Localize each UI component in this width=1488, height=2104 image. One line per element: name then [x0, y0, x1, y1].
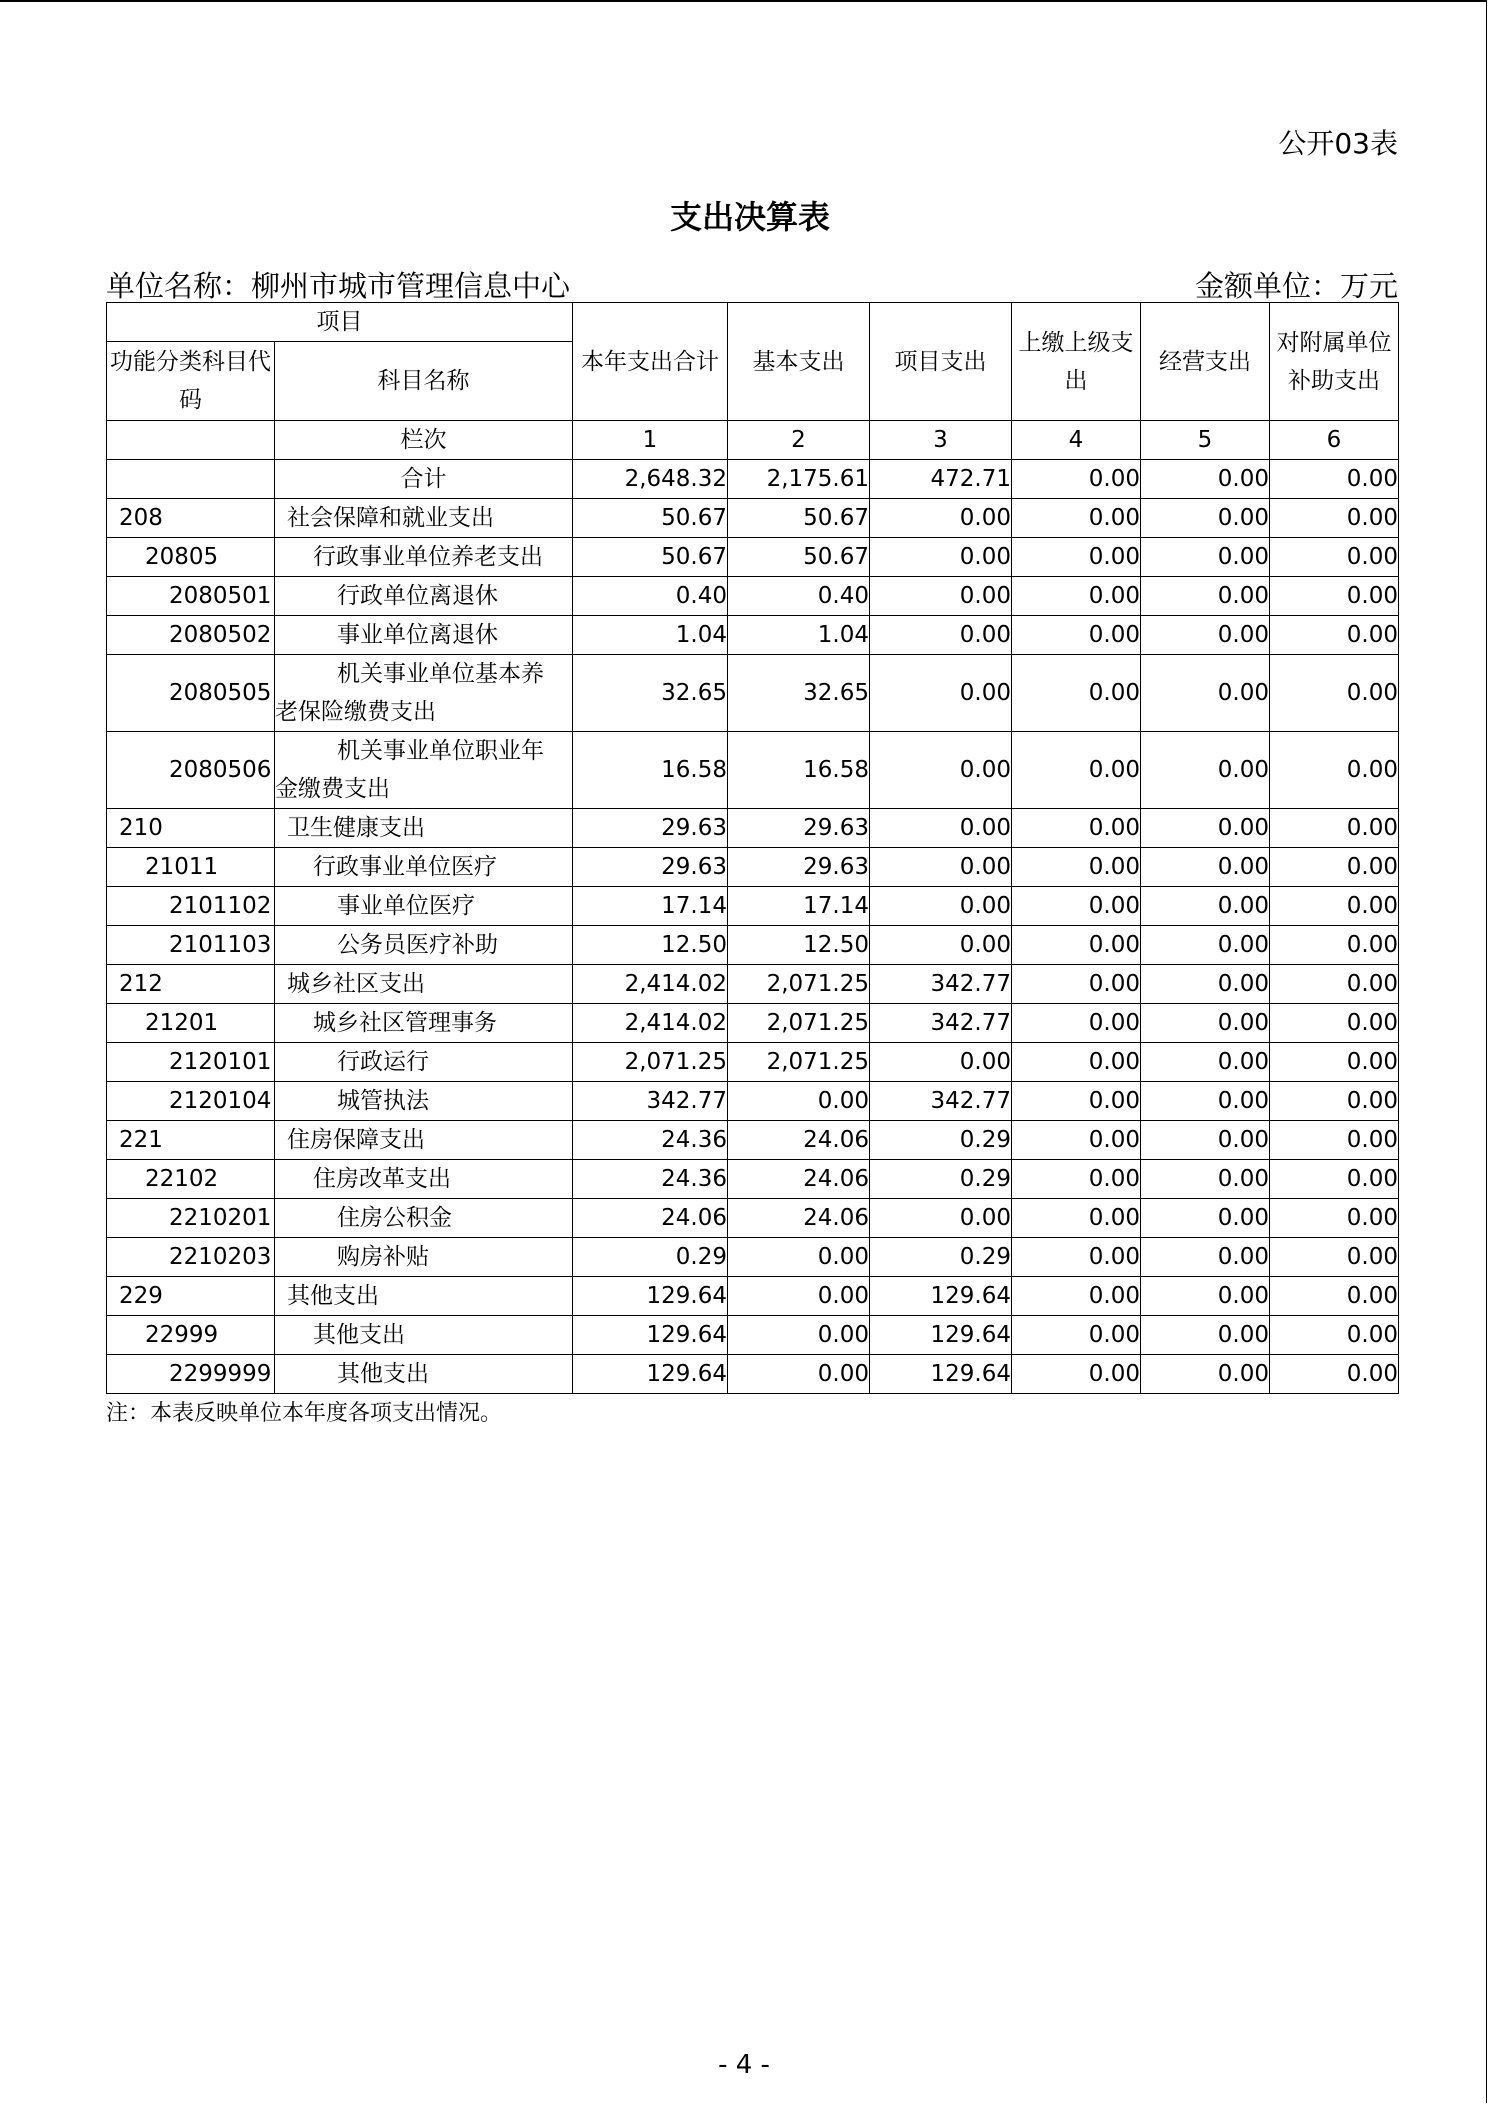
subject-name-line1: 机关事业单位基本养: [337, 661, 544, 687]
amount-cell: 0.00: [1270, 1199, 1399, 1238]
page-title: 支出决算表: [669, 198, 830, 236]
table-row: [107, 616, 1399, 655]
subject-name: [275, 732, 573, 809]
amount-cell: 129.64: [870, 1355, 1012, 1394]
total-value: 0.00: [1012, 460, 1141, 499]
table-row: [107, 1121, 1399, 1160]
header-col-label: 栏次: [275, 421, 573, 460]
amount-cell: 29.63: [728, 848, 870, 887]
table-row: [107, 848, 1399, 887]
table-row: [107, 1199, 1399, 1238]
amount-cell: 0.00: [1141, 655, 1270, 732]
subject-name: 行政事业单位养老支出: [275, 538, 573, 577]
header-business: 经营支出: [1141, 303, 1270, 421]
header-project-exp: 项目支出: [870, 303, 1012, 421]
amount-cell: 32.65: [573, 655, 728, 732]
subject-name: 卫生健康支出: [275, 809, 573, 848]
amount-cell: 0.00: [1270, 1043, 1399, 1082]
subject-code: 20805: [107, 538, 275, 577]
amount-cell: 0.00: [1270, 965, 1399, 1004]
amount-cell: 0.00: [1270, 1355, 1399, 1394]
amount-cell: 2,071.25: [728, 965, 870, 1004]
subject-name: 住房公积金: [275, 1199, 573, 1238]
subject-code: 2210201: [107, 1199, 275, 1238]
total-value: 2,648.32: [573, 460, 728, 499]
amount-cell: 0.00: [1012, 1316, 1141, 1355]
subject-code: 2210203: [107, 1238, 275, 1277]
amount-cell: 0.40: [573, 577, 728, 616]
amount-cell: 0.00: [1141, 887, 1270, 926]
amount-cell: 50.67: [728, 538, 870, 577]
amount-cell: 1.04: [728, 616, 870, 655]
amount-cell: 0.00: [1012, 538, 1141, 577]
table-row: [107, 1160, 1399, 1199]
header-project: 项目: [107, 303, 573, 342]
amount-cell: 0.00: [870, 1199, 1012, 1238]
subject-name: 事业单位离退休: [275, 616, 573, 655]
subject-name: 城乡社区管理事务: [275, 1004, 573, 1043]
amount-cell: 129.64: [573, 1316, 728, 1355]
amount-cell: 0.40: [728, 577, 870, 616]
subject-code: 210: [107, 809, 275, 848]
total-value: 0.00: [1270, 460, 1399, 499]
amount-cell: 2,071.25: [728, 1004, 870, 1043]
subject-name: 公务员医疗补助: [275, 926, 573, 965]
amount-cell: 0.00: [1012, 1277, 1141, 1316]
table-row: [107, 1238, 1399, 1277]
amount-cell: 0.00: [1141, 1160, 1270, 1199]
amount-cell: 0.00: [1012, 1082, 1141, 1121]
amount-cell: 0.00: [1270, 616, 1399, 655]
subject-code: 229: [107, 1277, 275, 1316]
amount-cell: 0.00: [1012, 848, 1141, 887]
amount-cell: 0.29: [870, 1121, 1012, 1160]
header-row-1: [107, 303, 1399, 342]
subject-code: 21201: [107, 1004, 275, 1043]
subject-name: 行政单位离退休: [275, 577, 573, 616]
amount-cell: 342.77: [870, 965, 1012, 1004]
amount-cell: 129.64: [573, 1277, 728, 1316]
header-name: 科目名称: [275, 342, 573, 421]
amount-cell: 0.00: [1012, 655, 1141, 732]
table-row: [107, 538, 1399, 577]
header-subsidy: 对附属单位补助支出: [1270, 303, 1399, 421]
subject-code: 21011: [107, 848, 275, 887]
subject-name: 其他支出: [275, 1277, 573, 1316]
amount-cell: 0.00: [1270, 809, 1399, 848]
subject-code: 221: [107, 1121, 275, 1160]
amount-cell: 50.67: [728, 499, 870, 538]
amount-cell: 24.06: [728, 1160, 870, 1199]
amount-cell: 0.00: [1012, 1004, 1141, 1043]
amount-cell: 0.29: [870, 1160, 1012, 1199]
amount-cell: 0.00: [1270, 577, 1399, 616]
amount-cell: 0.00: [1270, 499, 1399, 538]
amount-cell: 0.00: [870, 616, 1012, 655]
amount-cell: 0.29: [573, 1238, 728, 1277]
subject-name: 城管执法: [275, 1082, 573, 1121]
subject-code: 22999: [107, 1316, 275, 1355]
subject-code: 2080506: [107, 732, 275, 809]
amount-cell: 0.00: [1270, 1160, 1399, 1199]
amount-cell: 0.00: [728, 1316, 870, 1355]
col-num: 5: [1141, 421, 1270, 460]
amount-cell: 0.00: [728, 1277, 870, 1316]
amount-cell: 24.06: [728, 1121, 870, 1160]
amount-cell: 0.00: [1270, 1277, 1399, 1316]
amount-cell: 0.00: [1012, 577, 1141, 616]
amount-cell: 0.00: [1270, 1082, 1399, 1121]
amount-cell: 29.63: [728, 809, 870, 848]
amount-cell: 0.00: [870, 499, 1012, 538]
amount-cell: 0.00: [728, 1082, 870, 1121]
table-row: [107, 732, 1399, 809]
amount-cell: 0.00: [1141, 1238, 1270, 1277]
subject-name: 行政事业单位医疗: [275, 848, 573, 887]
header-total: 本年支出合计: [573, 303, 728, 421]
amount-cell: 0.00: [1141, 1277, 1270, 1316]
amount-cell: 0.00: [1141, 616, 1270, 655]
amount-cell: 0.00: [1012, 616, 1141, 655]
total-label: 合计: [275, 460, 573, 499]
amount-cell: 0.00: [1141, 577, 1270, 616]
amount-cell: 0.00: [870, 577, 1012, 616]
amount-cell: 0.29: [870, 1238, 1012, 1277]
amount-cell: 0.00: [1141, 1355, 1270, 1394]
amount-cell: 0.00: [1270, 1121, 1399, 1160]
amount-cell: 29.63: [573, 809, 728, 848]
col-num: 1: [573, 421, 728, 460]
subject-name: 其他支出: [275, 1316, 573, 1355]
amount-cell: 0.00: [1270, 1004, 1399, 1043]
amount-cell: 16.58: [728, 732, 870, 809]
total-row: [107, 460, 1399, 499]
header-row-colnums: [107, 421, 1399, 460]
amount-cell: 0.00: [1012, 965, 1141, 1004]
amount-cell: 342.77: [870, 1004, 1012, 1043]
expenditure-table: [106, 302, 1399, 1394]
page-number: - 4 -: [718, 2050, 770, 2080]
amount-cell: 0.00: [1141, 926, 1270, 965]
amount-cell: 129.64: [870, 1277, 1012, 1316]
amount-cell: 0.00: [1012, 887, 1141, 926]
total-value: 0.00: [1141, 460, 1270, 499]
amount-cell: 0.00: [870, 809, 1012, 848]
total-code-cell: [107, 460, 275, 499]
table-row: [107, 577, 1399, 616]
subject-code: 2080502: [107, 616, 275, 655]
amount-cell: 0.00: [1012, 1121, 1141, 1160]
subject-code: 2080501: [107, 577, 275, 616]
total-value: 2,175.61: [728, 460, 870, 499]
amount-cell: 0.00: [1270, 887, 1399, 926]
amount-cell: 1.04: [573, 616, 728, 655]
subject-name: 住房保障支出: [275, 1121, 573, 1160]
amount-cell: 0.00: [1141, 538, 1270, 577]
amount-cell: 0.00: [1141, 1082, 1270, 1121]
amount-cell: 0.00: [1141, 732, 1270, 809]
subject-name: 事业单位医疗: [275, 887, 573, 926]
table-row: [107, 1004, 1399, 1043]
amount-cell: 0.00: [1270, 732, 1399, 809]
amount-cell: 0.00: [1141, 499, 1270, 538]
amount-cell: 0.00: [1270, 655, 1399, 732]
subject-name: 行政运行: [275, 1043, 573, 1082]
amount-cell: 17.14: [728, 887, 870, 926]
amount-cell: 342.77: [573, 1082, 728, 1121]
amount-cell: 0.00: [728, 1238, 870, 1277]
col-num: 4: [1012, 421, 1141, 460]
header-empty-cell: [107, 421, 275, 460]
amount-cell: 12.50: [573, 926, 728, 965]
amount-cell: 12.50: [728, 926, 870, 965]
amount-cell: 0.00: [1270, 1316, 1399, 1355]
amount-cell: 129.64: [870, 1316, 1012, 1355]
amount-cell: 2,071.25: [728, 1043, 870, 1082]
subject-code: 22102: [107, 1160, 275, 1199]
amount-cell: 29.63: [573, 848, 728, 887]
subject-code: 2080505: [107, 655, 275, 732]
amount-unit: 金额单位：万元: [1194, 269, 1398, 303]
table-note: 注：本表反映单位本年度各项支出情况。: [106, 1401, 503, 1426]
amount-cell: 0.00: [1270, 1238, 1399, 1277]
amount-cell: 0.00: [1141, 965, 1270, 1004]
unit-name: 单位名称：柳州市城市管理信息中心: [106, 269, 571, 303]
table-row: [107, 887, 1399, 926]
amount-cell: 0.00: [870, 848, 1012, 887]
amount-cell: 0.00: [1012, 809, 1141, 848]
subject-code: 2299999: [107, 1355, 275, 1394]
amount-cell: 0.00: [1141, 809, 1270, 848]
total-value: 472.71: [870, 460, 1012, 499]
table-row: [107, 1082, 1399, 1121]
amount-cell: 0.00: [1012, 1238, 1141, 1277]
header-code: 功能分类科目代码: [107, 342, 275, 421]
amount-cell: 0.00: [870, 1043, 1012, 1082]
amount-cell: 2,071.25: [573, 1043, 728, 1082]
amount-cell: 17.14: [573, 887, 728, 926]
amount-cell: 0.00: [870, 655, 1012, 732]
amount-cell: 0.00: [1012, 1355, 1141, 1394]
subject-name: 社会保障和就业支出: [275, 499, 573, 538]
amount-cell: 0.00: [870, 538, 1012, 577]
subject-code: 208: [107, 499, 275, 538]
subject-code: 2120104: [107, 1082, 275, 1121]
subject-name: 住房改革支出: [275, 1160, 573, 1199]
amount-cell: 32.65: [728, 655, 870, 732]
amount-cell: 0.00: [1141, 1043, 1270, 1082]
subject-name-line2: 老保险缴费支出: [275, 699, 436, 725]
table-row: [107, 1043, 1399, 1082]
amount-cell: 16.58: [573, 732, 728, 809]
table-row: [107, 655, 1399, 732]
amount-cell: 50.67: [573, 538, 728, 577]
amount-cell: 0.00: [1141, 1004, 1270, 1043]
subject-code: 2120101: [107, 1043, 275, 1082]
amount-cell: 0.00: [1141, 848, 1270, 887]
subject-name-line2: 金缴费支出: [275, 776, 390, 802]
amount-cell: 0.00: [1141, 1121, 1270, 1160]
col-num: 2: [728, 421, 870, 460]
subject-code: 2101102: [107, 887, 275, 926]
amount-cell: 0.00: [1012, 1160, 1141, 1199]
amount-cell: 0.00: [1012, 1043, 1141, 1082]
subject-code: 2101103: [107, 926, 275, 965]
amount-cell: 2,414.02: [573, 965, 728, 1004]
amount-cell: 129.64: [573, 1355, 728, 1394]
subject-name: 购房补贴: [275, 1238, 573, 1277]
col-num: 3: [870, 421, 1012, 460]
table-row: [107, 965, 1399, 1004]
subject-name: [275, 655, 573, 732]
col-num: 6: [1270, 421, 1399, 460]
table-row: [107, 499, 1399, 538]
amount-cell: 0.00: [1270, 926, 1399, 965]
amount-cell: 0.00: [1012, 926, 1141, 965]
subject-name: 其他支出: [275, 1355, 573, 1394]
header-upper: 上缴上级支出: [1012, 303, 1141, 421]
subject-code: 212: [107, 965, 275, 1004]
table-row: [107, 1277, 1399, 1316]
header-basic: 基本支出: [728, 303, 870, 421]
table-id: 公开03表: [1278, 127, 1398, 160]
table-row: [107, 1355, 1399, 1394]
amount-cell: 0.00: [1270, 538, 1399, 577]
amount-cell: 0.00: [870, 926, 1012, 965]
amount-cell: 2,414.02: [573, 1004, 728, 1043]
table-row: [107, 1316, 1399, 1355]
amount-cell: 0.00: [1270, 848, 1399, 887]
amount-cell: 0.00: [870, 887, 1012, 926]
amount-cell: 0.00: [1141, 1316, 1270, 1355]
amount-cell: 24.36: [573, 1121, 728, 1160]
amount-cell: 342.77: [870, 1082, 1012, 1121]
amount-cell: 0.00: [1141, 1199, 1270, 1238]
subject-name: 城乡社区支出: [275, 965, 573, 1004]
amount-cell: 0.00: [728, 1355, 870, 1394]
amount-cell: 24.06: [573, 1199, 728, 1238]
amount-cell: 0.00: [1012, 499, 1141, 538]
table-row: [107, 809, 1399, 848]
amount-cell: 0.00: [1012, 732, 1141, 809]
amount-cell: 24.06: [728, 1199, 870, 1238]
amount-cell: 0.00: [1012, 1199, 1141, 1238]
subject-name-line1: 机关事业单位职业年: [337, 738, 544, 764]
amount-cell: 50.67: [573, 499, 728, 538]
amount-cell: 24.36: [573, 1160, 728, 1199]
table-row: [107, 926, 1399, 965]
amount-cell: 0.00: [870, 732, 1012, 809]
